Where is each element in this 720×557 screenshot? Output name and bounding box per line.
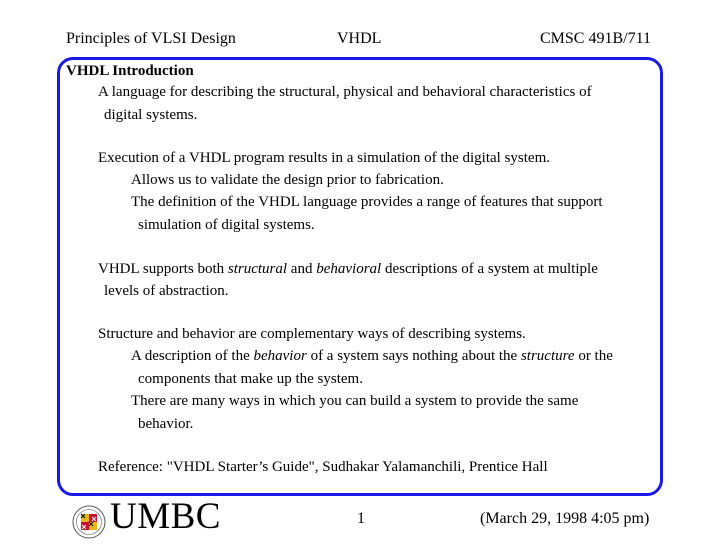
p4-text-pre: A description of the [131,348,254,364]
paragraph-4-line-2 [131,347,613,365]
p3-emphasis-behavioral: behavioral [316,261,382,277]
p4-emphasis-behavior: behavior [253,348,307,364]
p3-text-pre: VHDL supports both [98,261,228,277]
paragraph-4-line-4: There are many ways in which you can build a system to provide the same [131,393,579,409]
header-course-code: CMSC 491B/711 [540,30,651,47]
paragraph-2-line-3: The definition of the VHDL language provides a range of features that support [131,194,603,210]
paragraph-4-line-1: Structure and behavior are complementary ways of describing systems. [98,326,526,342]
page-number: 1 [357,510,365,527]
p4-emphasis-structure: structure [520,348,575,364]
paragraph-1-line-2: digital systems. [104,107,198,123]
paragraph-3-line-1 [98,260,598,278]
umbc-seal-icon [72,505,106,539]
paragraph-2-line-4: simulation of digital systems. [138,217,315,233]
paragraph-4-line-3: components that make up the system. [138,371,363,387]
paragraph-3-line-2: levels of abstraction. [104,283,229,299]
slide-date: (March 29, 1998 4:05 pm) [480,510,650,527]
header-topic: VHDL [337,30,382,47]
paragraph-2-line-1: Execution of a VHDL program results in a simulation of the digital system. [98,150,550,166]
p4-text-mid: of a system says nothing about the [306,348,521,364]
paragraph-4-line-5: behavior. [138,416,194,432]
p3-text-mid: and [287,261,317,277]
reference-line: Reference: "VHDL Starter’s Guide", Sudhakar Yalamanchili, Prentice Hall [98,459,548,475]
p3-text-post: descriptions of a system at multiple [381,261,598,277]
p3-emphasis-structural: structural [227,261,288,277]
slide-title: VHDL Introduction [66,63,194,79]
paragraph-1-line-1: A language for describing the structural, physical and behavioral characteristics of [98,84,592,100]
umbc-logo-text: UMBC [110,496,221,537]
p4-text-post: or the [574,348,613,364]
header-course-title: Principles of VLSI Design [66,30,236,47]
paragraph-2-line-2: Allows us to validate the design prior to fabrication. [131,172,444,188]
